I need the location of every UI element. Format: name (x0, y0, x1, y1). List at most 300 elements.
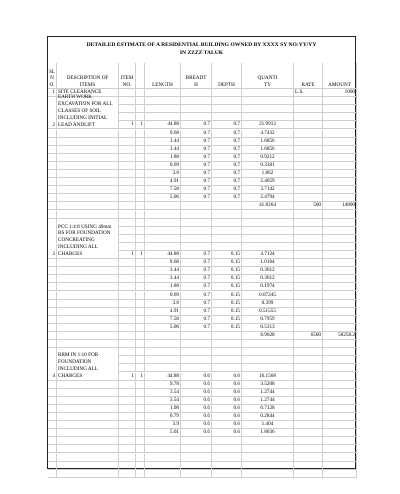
empty-cell (145, 332, 181, 340)
empty-cell (136, 146, 145, 154)
empty-cell (48, 146, 57, 154)
empty-cell (57, 194, 119, 202)
length-value: 9.68 (145, 259, 181, 267)
empty-cell (48, 154, 57, 162)
empty-cell (323, 405, 357, 413)
empty-cell (294, 462, 323, 470)
empty-cell (136, 462, 145, 470)
empty-cell (119, 421, 136, 429)
empty-cell (145, 89, 181, 97)
empty-cell (136, 243, 145, 251)
empty-cell (323, 194, 357, 202)
item-description: SITE CLEARANCE (57, 89, 119, 97)
empty-cell (242, 437, 294, 445)
quantity-value: 2.4794 (242, 194, 294, 202)
spacer-cell (181, 340, 212, 348)
spacer-cell (294, 340, 323, 348)
empty-cell (242, 235, 294, 243)
empty-cell (323, 235, 357, 243)
depth-value: 0.6 (212, 389, 242, 397)
empty-cell (136, 170, 145, 178)
empty-cell (57, 146, 119, 154)
spacer-cell (136, 211, 145, 219)
spacer-cell (145, 211, 181, 219)
empty-cell (136, 259, 145, 267)
empty-cell (294, 470, 323, 478)
empty-cell (323, 178, 357, 186)
empty-cell (48, 194, 57, 202)
empty-cell (242, 348, 294, 356)
empty-cell (136, 235, 145, 243)
empty-cell (242, 454, 294, 462)
depth-value: 0.7 (212, 154, 242, 162)
empty-cell (294, 429, 323, 437)
empty-cell (294, 364, 323, 372)
spacer-cell (119, 340, 136, 348)
quantity-value: 1.862 (242, 170, 294, 178)
empty-cell (181, 332, 212, 340)
empty-cell (119, 194, 136, 202)
length-value: 4.91 (145, 308, 181, 316)
empty-cell (136, 186, 145, 194)
empty-cell (57, 283, 119, 291)
breadth-value: 0.7 (181, 267, 212, 275)
spacer-cell (323, 211, 357, 219)
quantity-value: 2.4059 (242, 178, 294, 186)
empty-cell (294, 356, 323, 364)
depth-value: 0.7 (212, 194, 242, 202)
spacer-cell (181, 211, 212, 219)
empty-cell (145, 235, 181, 243)
empty-cell (145, 348, 181, 356)
empty-cell (145, 105, 181, 113)
empty-cell (119, 429, 136, 437)
breadth-value: 0.6 (181, 421, 212, 429)
breadth-value: 0.7 (181, 283, 212, 291)
empty-cell (119, 186, 136, 194)
empty-cell (136, 227, 145, 235)
empty-cell (136, 292, 145, 300)
empty-cell (48, 162, 57, 170)
empty-cell (212, 235, 242, 243)
breadth-value: 0.7 (181, 162, 212, 170)
empty-cell (323, 397, 357, 405)
empty-cell (294, 397, 323, 405)
empty-cell (119, 348, 136, 356)
empty-cell (323, 227, 357, 235)
header-length: LENGTH (145, 63, 181, 89)
breadth-value: 0.6 (181, 413, 212, 421)
quantity-value: 0.07245 (242, 292, 294, 300)
depth-value: 0.15 (212, 324, 242, 332)
empty-cell (145, 470, 181, 478)
depth-value: 0.15 (212, 259, 242, 267)
empty-cell (136, 324, 145, 332)
empty-cell (57, 421, 119, 429)
breadth-value: 0.6 (181, 381, 212, 389)
depth-value: 0.15 (212, 283, 242, 291)
empty-cell (57, 454, 119, 462)
breadth-value: 0.7 (181, 138, 212, 146)
empty-cell (57, 202, 119, 210)
empty-cell (323, 267, 357, 275)
length-value: 3.8 (145, 300, 181, 308)
empty-cell (57, 381, 119, 389)
empty-cell (48, 275, 57, 283)
empty-cell (294, 227, 323, 235)
empty-cell (242, 227, 294, 235)
empty-cell (323, 356, 357, 364)
length-value: 44.88 (145, 251, 181, 259)
empty-cell (145, 454, 181, 462)
empty-cell (136, 405, 145, 413)
empty-cell (323, 292, 357, 300)
estimate-sheet (47, 36, 356, 469)
empty-cell (242, 356, 294, 364)
quantity-value: 0.399 (242, 300, 294, 308)
depth-value: 0.6 (212, 421, 242, 429)
empty-cell (323, 97, 357, 105)
item-description: EARTH WORK EXCAVATION FOR ALL CLASSES OF SOIL INCLUDING INITIAL LEAD ANDLIFT (57, 97, 119, 129)
empty-cell (119, 170, 136, 178)
empty-cell (323, 138, 357, 146)
empty-cell (212, 219, 242, 227)
empty-cell (48, 267, 57, 275)
empty-cell (119, 178, 136, 186)
item-description: PCC 1:4:8 USING 40mm BS FOR FOUNDATION CONCREATING INCLUDING ALL CHARGES (57, 219, 119, 260)
empty-cell (323, 437, 357, 445)
quantity-value: 16.1568 (242, 373, 294, 381)
empty-cell (294, 235, 323, 243)
quantity-value: 0.5313 (242, 324, 294, 332)
empty-cell (323, 259, 357, 267)
empty-cell (57, 170, 119, 178)
empty-cell (181, 462, 212, 470)
empty-cell (323, 462, 357, 470)
empty-cell (294, 130, 323, 138)
item-qty: 1 (119, 251, 136, 259)
item-sl: 1 (48, 89, 57, 97)
empty-cell (181, 202, 212, 210)
breadth-value: 0.7 (181, 316, 212, 324)
empty-cell (119, 437, 136, 445)
spacer-cell (212, 340, 242, 348)
item-no: 1 (136, 251, 145, 259)
empty-cell (57, 429, 119, 437)
empty-cell (136, 275, 145, 283)
empty-cell (119, 154, 136, 162)
empty-cell (136, 389, 145, 397)
empty-cell (181, 348, 212, 356)
empty-cell (294, 308, 323, 316)
empty-cell (57, 389, 119, 397)
empty-cell (48, 324, 57, 332)
breadth-value: 0.7 (181, 300, 212, 308)
empty-cell (136, 89, 145, 97)
empty-cell (136, 429, 145, 437)
empty-cell (212, 202, 242, 210)
empty-cell (294, 162, 323, 170)
empty-cell (119, 316, 136, 324)
item-qty: 1 (119, 373, 136, 381)
empty-cell (136, 130, 145, 138)
empty-cell (323, 275, 357, 283)
quantity-value: 3.7142 (242, 186, 294, 194)
empty-cell (48, 437, 57, 445)
empty-cell (136, 162, 145, 170)
empty-cell (181, 227, 212, 235)
empty-cell (145, 202, 181, 210)
depth-value: 0.7 (212, 170, 242, 178)
empty-cell (294, 437, 323, 445)
empty-cell (323, 162, 357, 170)
empty-cell (323, 121, 357, 129)
empty-cell (136, 381, 145, 389)
empty-cell (145, 227, 181, 235)
empty-cell (323, 348, 357, 356)
empty-cell (48, 397, 57, 405)
length-value: 0.79 (145, 413, 181, 421)
empty-cell (323, 316, 357, 324)
empty-cell (145, 243, 181, 251)
empty-cell (57, 445, 119, 453)
spacer-cell (57, 340, 119, 348)
spacer-cell (145, 340, 181, 348)
empty-cell (323, 364, 357, 372)
empty-cell (48, 283, 57, 291)
quantity-value: 1.6856 (242, 138, 294, 146)
breadth-value: 0.7 (181, 275, 212, 283)
empty-cell (145, 445, 181, 453)
empty-cell (48, 389, 57, 397)
empty-cell (48, 413, 57, 421)
length-value: 3.9 (145, 421, 181, 429)
title-line-1: DETAILED ESTIMATE OF A RESIDENTIAL BUILDING OWNED BY XXXX SY NO:YY/YY (86, 42, 317, 48)
empty-cell (136, 105, 145, 113)
empty-cell (136, 138, 145, 146)
empty-cell (212, 113, 242, 121)
empty-cell (242, 89, 294, 97)
length-value: 1.98 (145, 405, 181, 413)
length-value: 0.69 (145, 292, 181, 300)
empty-cell (323, 300, 357, 308)
empty-cell (48, 445, 57, 453)
empty-cell (136, 348, 145, 356)
empty-cell (145, 97, 181, 105)
breadth-value: 0.7 (181, 194, 212, 202)
depth-value: 0.7 (212, 138, 242, 146)
empty-cell (57, 462, 119, 470)
breadth-value: 0.7 (181, 170, 212, 178)
length-value: 3.44 (145, 275, 181, 283)
empty-cell (323, 251, 357, 259)
length-value: 5.06 (145, 324, 181, 332)
length-value: 7.58 (145, 186, 181, 194)
empty-cell (136, 97, 145, 105)
empty-cell (294, 251, 323, 259)
spacer-cell (48, 340, 57, 348)
empty-cell (294, 259, 323, 267)
empty-cell (57, 300, 119, 308)
empty-cell (57, 324, 119, 332)
title-line-2: IN ZZZZ TALUK (179, 50, 224, 56)
empty-cell (145, 364, 181, 372)
item-sl: 2 (48, 97, 57, 129)
empty-cell (57, 332, 119, 340)
length-value: 3.8 (145, 170, 181, 178)
empty-cell (181, 454, 212, 462)
depth-value: 0.15 (212, 308, 242, 316)
empty-cell (48, 292, 57, 300)
empty-cell (57, 292, 119, 300)
item-no: 1 (136, 373, 145, 381)
spacer-cell (242, 340, 294, 348)
estimate-table (48, 63, 355, 470)
empty-cell (136, 413, 145, 421)
empty-cell (181, 97, 212, 105)
depth-value: 0.15 (212, 267, 242, 275)
empty-cell (119, 259, 136, 267)
empty-cell (294, 275, 323, 283)
empty-cell (242, 105, 294, 113)
empty-cell (57, 397, 119, 405)
empty-cell (294, 389, 323, 397)
document-title (48, 41, 355, 57)
empty-cell (136, 316, 145, 324)
empty-cell (119, 324, 136, 332)
empty-cell (294, 413, 323, 421)
empty-cell (323, 470, 357, 478)
breadth-value: 0.7 (181, 259, 212, 267)
empty-cell (57, 275, 119, 283)
empty-cell (136, 300, 145, 308)
empty-cell (119, 381, 136, 389)
spacer-cell (136, 340, 145, 348)
empty-cell (119, 470, 136, 478)
empty-cell (48, 300, 57, 308)
quantity-value: 1.2744 (242, 397, 294, 405)
spacer-cell (212, 211, 242, 219)
empty-cell (145, 356, 181, 364)
length-value: 1.88 (145, 154, 181, 162)
breadth-value: 0.6 (181, 429, 212, 437)
empty-cell (294, 146, 323, 154)
empty-cell (181, 470, 212, 478)
empty-cell (119, 413, 136, 421)
empty-cell (119, 364, 136, 372)
empty-cell (136, 445, 145, 453)
empty-cell (136, 178, 145, 186)
breadth-value: 0.6 (181, 373, 212, 381)
empty-cell (181, 364, 212, 372)
empty-cell (294, 178, 323, 186)
quantity-value: 1.2744 (242, 389, 294, 397)
empty-cell (119, 130, 136, 138)
empty-cell (323, 113, 357, 121)
empty-cell (136, 421, 145, 429)
quantity-value: 0.2844 (242, 413, 294, 421)
empty-cell (212, 89, 242, 97)
item-amount: 14800 (323, 202, 357, 210)
empty-cell (119, 138, 136, 146)
empty-cell (119, 332, 136, 340)
empty-cell (119, 405, 136, 413)
length-value: 44.88 (145, 373, 181, 381)
length-value: 44.88 (145, 121, 181, 129)
empty-cell (136, 202, 145, 210)
depth-value: 0.15 (212, 251, 242, 259)
empty-cell (57, 154, 119, 162)
quantity-value: 4.7124 (242, 251, 294, 259)
empty-cell (136, 356, 145, 364)
empty-cell (242, 243, 294, 251)
depth-value: 0.6 (212, 405, 242, 413)
empty-cell (212, 470, 242, 478)
breadth-value: 0.7 (181, 324, 212, 332)
empty-cell (181, 356, 212, 364)
empty-cell (57, 130, 119, 138)
empty-cell (136, 332, 145, 340)
item-rate: 6500 (294, 332, 323, 340)
empty-cell (212, 364, 242, 372)
empty-cell (48, 421, 57, 429)
empty-cell (323, 324, 357, 332)
empty-cell (57, 138, 119, 146)
empty-cell (48, 170, 57, 178)
empty-cell (136, 267, 145, 275)
empty-cell (323, 373, 357, 381)
quantity-value: 0.3381 (242, 162, 294, 170)
empty-cell (119, 389, 136, 397)
empty-cell (181, 219, 212, 227)
empty-cell (294, 105, 323, 113)
empty-cell (294, 219, 323, 227)
empty-cell (323, 381, 357, 389)
empty-cell (294, 138, 323, 146)
empty-cell (323, 429, 357, 437)
empty-cell (212, 105, 242, 113)
empty-cell (57, 186, 119, 194)
depth-value: 0.7 (212, 178, 242, 186)
quantity-total: 41.8264 (242, 202, 294, 210)
empty-cell (294, 405, 323, 413)
empty-cell (119, 89, 136, 97)
spacer-cell (242, 211, 294, 219)
empty-cell (136, 283, 145, 291)
empty-cell (48, 381, 57, 389)
empty-cell (57, 308, 119, 316)
empty-cell (212, 454, 242, 462)
empty-cell (48, 405, 57, 413)
empty-cell (294, 373, 323, 381)
empty-cell (323, 413, 357, 421)
empty-cell (119, 113, 136, 121)
empty-cell (294, 121, 323, 129)
depth-value: 0.7 (212, 130, 242, 138)
empty-cell (323, 154, 357, 162)
empty-cell (294, 300, 323, 308)
empty-cell (323, 421, 357, 429)
breadth-value: 0.7 (181, 292, 212, 300)
item-sl: 4 (48, 348, 57, 380)
empty-cell (181, 437, 212, 445)
quantity-value: 0.3612 (242, 275, 294, 283)
breadth-value: 0.7 (181, 121, 212, 129)
empty-cell (294, 154, 323, 162)
empty-cell (323, 130, 357, 138)
depth-value: 0.7 (212, 162, 242, 170)
empty-cell (212, 445, 242, 453)
